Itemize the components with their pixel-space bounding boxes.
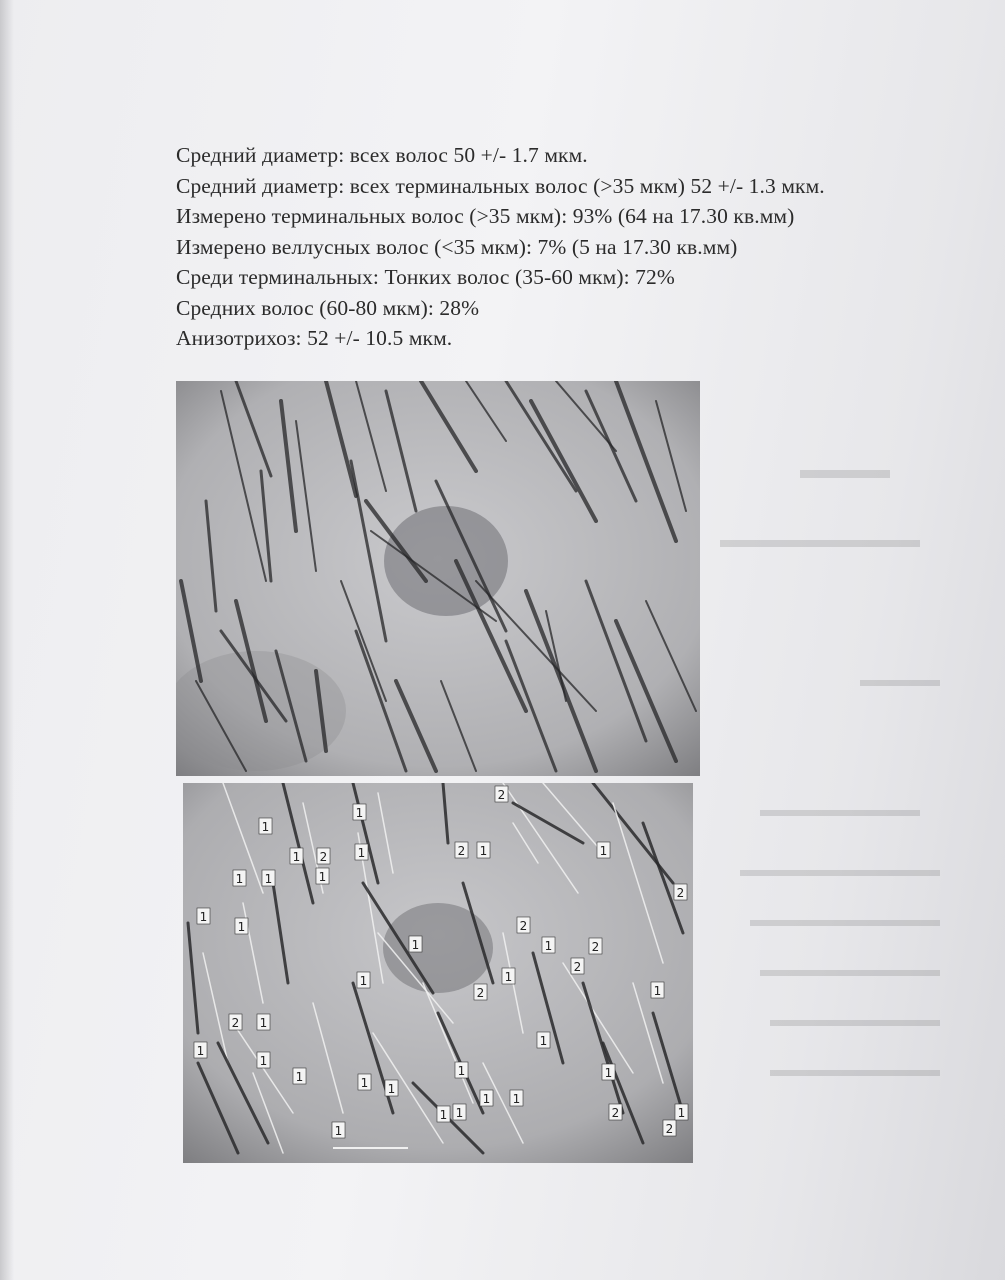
hair-class-label <box>233 870 246 886</box>
svg-text:1: 1 <box>439 1108 448 1122</box>
hair-class-label <box>510 1090 523 1106</box>
svg-text:1: 1 <box>479 844 488 858</box>
hair-class-label <box>332 1122 345 1138</box>
trichoscopy-annotated-photo <box>183 783 693 1163</box>
svg-text:1: 1 <box>411 938 420 952</box>
svg-text:1: 1 <box>677 1106 686 1120</box>
svg-text:1: 1 <box>264 872 273 886</box>
hair-class-label <box>316 868 329 884</box>
svg-text:1: 1 <box>604 1066 613 1080</box>
hair-class-label <box>409 936 422 952</box>
hair-class-label <box>355 844 368 860</box>
svg-text:1: 1 <box>196 1044 205 1058</box>
hair-class-label <box>480 1090 493 1106</box>
hair-class-label <box>477 842 490 858</box>
svg-text:1: 1 <box>457 1064 466 1078</box>
svg-text:2: 2 <box>319 850 328 864</box>
svg-text:2: 2 <box>591 940 600 954</box>
hair-class-label <box>385 1080 398 1096</box>
svg-text:1: 1 <box>261 820 270 834</box>
mean-diameter-terminal-line: Средний диаметр: всех терминальных волос (>35 мкм) 52 +/- 1.3 мкм. <box>176 173 825 198</box>
trichoscopy-image <box>176 381 700 776</box>
svg-text:2: 2 <box>457 844 466 858</box>
hair-class-label <box>675 1104 688 1120</box>
vellus-measured-line: Измерено веллусных волос (<35 мкм): 7% (5 на 17.30 кв.мм) <box>176 234 738 259</box>
hair-class-label <box>317 848 330 864</box>
hair-class-label <box>502 968 515 984</box>
hair-class-label <box>597 842 610 858</box>
svg-text:2: 2 <box>231 1016 240 1030</box>
hair-class-label <box>474 984 487 1000</box>
anisotrichosis-line: Анизотрихоз: 52 +/- 10.5 мкм. <box>176 326 453 350</box>
svg-text:1: 1 <box>482 1092 491 1106</box>
hair-class-label <box>353 804 366 820</box>
annotated-trichoscopy-image <box>183 783 693 1163</box>
svg-text:2: 2 <box>476 986 485 1000</box>
hair-class-label <box>663 1120 676 1136</box>
svg-text:1: 1 <box>318 870 327 884</box>
svg-text:1: 1 <box>360 1076 369 1090</box>
svg-text:2: 2 <box>611 1106 620 1120</box>
svg-text:1: 1 <box>292 850 301 864</box>
svg-text:1: 1 <box>199 910 208 924</box>
svg-text:1: 1 <box>235 872 244 886</box>
skin-spot <box>383 903 493 993</box>
hair-class-label <box>674 884 687 900</box>
hair-class-label <box>358 1074 371 1090</box>
mean-diameter-all-line: Средний диаметр: всех волос 50 +/- 1.7 мкм. <box>176 143 588 167</box>
svg-text:1: 1 <box>455 1106 464 1120</box>
svg-text:1: 1 <box>504 970 513 984</box>
hair-class-label <box>602 1064 615 1080</box>
svg-text:1: 1 <box>599 844 608 858</box>
svg-text:2: 2 <box>573 960 582 974</box>
svg-text:1: 1 <box>355 806 364 820</box>
reverse-side-bleed <box>700 450 1000 1150</box>
hair-class-label <box>651 982 664 998</box>
svg-text:1: 1 <box>295 1070 304 1084</box>
hair-class-label <box>357 972 370 988</box>
hair-class-label <box>537 1032 550 1048</box>
hair-class-label <box>262 870 275 886</box>
hair-class-label <box>257 1052 270 1068</box>
hair-class-label <box>293 1068 306 1084</box>
hair-class-label <box>235 918 248 934</box>
hair-class-label <box>437 1106 450 1122</box>
hair-class-label <box>453 1104 466 1120</box>
svg-text:2: 2 <box>676 886 685 900</box>
svg-text:1: 1 <box>259 1016 268 1030</box>
hair-class-label <box>229 1014 242 1030</box>
svg-text:2: 2 <box>665 1122 674 1136</box>
svg-text:1: 1 <box>387 1082 396 1096</box>
svg-text:1: 1 <box>237 920 246 934</box>
svg-text:1: 1 <box>512 1092 521 1106</box>
thin-hair-line: Среди терминальных: Тонких волос (35-60 мкм): 72% <box>176 265 675 289</box>
svg-text:1: 1 <box>539 1034 548 1048</box>
svg-text:1: 1 <box>334 1124 343 1138</box>
page-edge-shadow <box>0 0 14 1280</box>
hair-class-label <box>455 842 468 858</box>
svg-text:2: 2 <box>497 788 506 802</box>
hair-class-label <box>589 938 602 954</box>
hair-class-label <box>194 1042 207 1058</box>
hair-class-label <box>495 786 508 802</box>
hair-class-label <box>259 818 272 834</box>
measurement-summary <box>176 140 976 354</box>
terminal-measured-line: Измерено терминальных волос (>35 мкм): 93% (64 на 17.30 кв.мм) <box>176 204 795 228</box>
hair-class-label <box>257 1014 270 1030</box>
hair-class-label <box>290 848 303 864</box>
skin-spot <box>384 506 508 616</box>
hair-class-label <box>517 917 530 933</box>
hair-class-label <box>571 958 584 974</box>
trichoscopy-photo <box>176 381 700 776</box>
svg-text:2: 2 <box>519 919 528 933</box>
svg-text:1: 1 <box>359 974 368 988</box>
medium-hair-line: Средних волос (60-80 мкм): 28% <box>176 295 480 320</box>
hair-class-label <box>197 908 210 924</box>
hair-class-label <box>609 1104 622 1120</box>
svg-text:1: 1 <box>259 1054 268 1068</box>
svg-text:1: 1 <box>544 939 553 953</box>
svg-text:1: 1 <box>357 846 366 860</box>
svg-text:1: 1 <box>653 984 662 998</box>
hair-class-label <box>455 1062 468 1078</box>
hair-class-label <box>542 937 555 953</box>
